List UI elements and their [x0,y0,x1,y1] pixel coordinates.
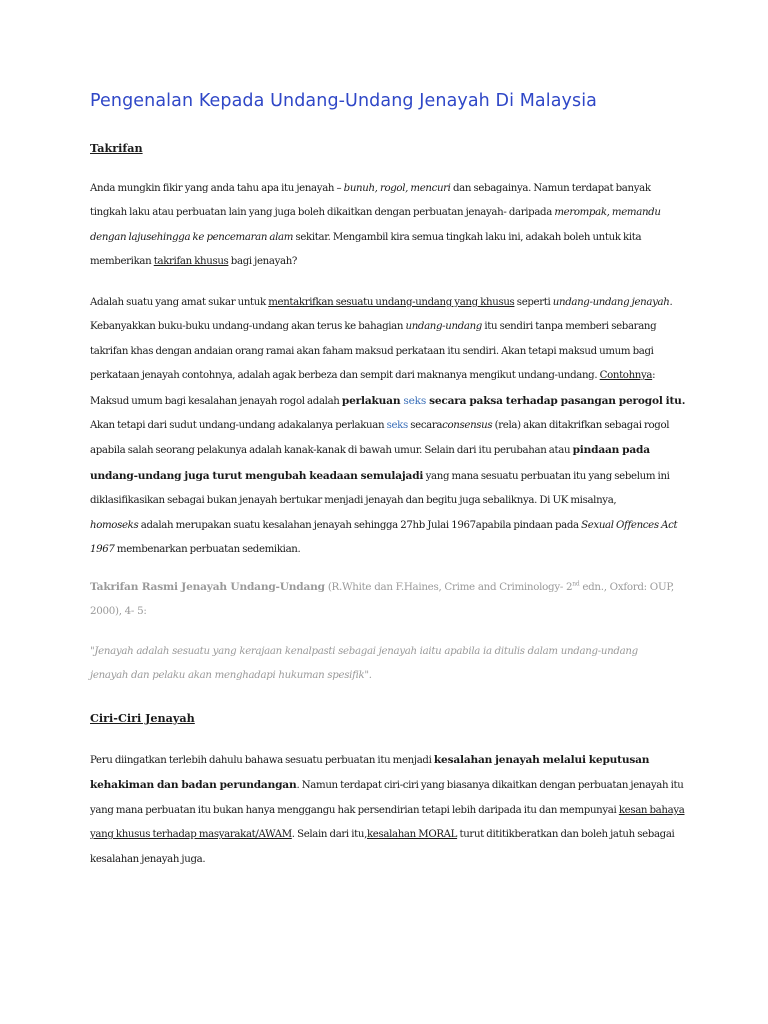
text: turut dititikberatkan dan boleh jatuh sebagai [457,829,675,841]
emphasis: dengan lajusehingga ke [90,231,207,243]
paragraph-characteristics [90,748,685,872]
emphasis: undang-undang jenayah [552,297,670,308]
underlined-text: takrifan khusus [153,256,229,268]
line: "Jenayah adalah sesuatu yang kerajaan kenalpasti sebagai jenayah iaitu apabila ia ditulis dalam undang-undang [90,646,638,657]
text: yang mana sesuatu perbuatan itu yang sebelum ini [423,470,670,482]
line [90,748,680,773]
text: . [669,297,673,308]
text: . Selain dari itu, [291,829,367,841]
text: (R.White dan F.Haines, Crime and Criminology- 2 [324,581,573,593]
page-title: Pengenalan Kepada Undang-Undang Jenayah Di Malaysia [90,91,598,111]
emphasis: homoseks [90,519,139,531]
text: memberikan [90,256,154,268]
section-heading-ciri-ciri: Ciri-Ciri Jenayah [90,711,195,725]
text: : [652,370,656,382]
text: apabila salah seorang pelakunya adalah kanak-kanak di bawah umur. Selain dari itu perubahan atau [90,445,573,457]
bold-text: kehakiman dan badan perundangan [90,779,297,792]
text: dan sebagainya. Namun terdapat banyak [450,183,651,194]
line [90,464,680,489]
line [90,250,680,274]
text: . [681,394,686,407]
line [90,414,680,438]
line [90,226,680,250]
line [90,291,680,315]
text: Peru diingatkan terlebih dahulu bahawa sesuatu perbuatan itu menjadi [90,755,434,766]
underlined-text: kesalahan MORAL [366,829,458,841]
link-seks[interactable]: seks [403,394,427,407]
underlined-text: kesan bahaya [618,804,685,816]
underlined-text: mentakrifkan sesuatu undang-undang yang khusus [268,297,515,308]
line: diklasifikasikan sebagai bukan jenayah bertukar menjadi jenayah dan begitu juga sebaliknya. Di UK misalnya, [90,495,617,507]
text: Kebanyakkan buku-buku undang-undang akan terus ke bahagian [90,321,406,333]
text: tingkah laku atau perbuatan lain yang juga boleh dikaitkan dengan perbuatan jenayah- daripada [90,207,555,219]
bold-text: secara paksa terhadap pasangan perogol itu [426,394,682,407]
line: jenayah dan pelaku akan menghadapi hukuman spesifik". [90,670,372,682]
emphasis: bunuh, rogol, mencuri [343,183,451,194]
bold-text: perlakuan [341,394,404,407]
emphasis: pencemaran alam [206,231,294,243]
text: yang mana perbuatan itu bukan hanya menggangu hak persendirian tetapi lebih daripada itu dan mempunyai [90,804,619,816]
emphasis: merompak, memandu [554,207,661,219]
line [90,201,680,225]
line [90,514,680,538]
text: membenarkan perbuatan sedemikian. [114,544,301,556]
text: edn., Oxford: OUP, [579,581,674,593]
line [90,389,686,414]
official-definition-source [90,575,680,624]
line [90,438,680,463]
text: Anda mungkin fikir yang anda tahu apa itu jenayah – [90,183,344,194]
emphasis: undang-undang [405,321,482,333]
underlined-text: yang khusus terhadap masyarakat/AWAM [90,829,292,841]
underlined-text: Contohnya [599,370,653,382]
text: adalah merupakan suatu kesalahan jenayah sehingga 27hb Julai 1967apabila pindaan pada [138,519,582,531]
text: . Namun terdapat ciri-ciri yang biasanya dikaitkan dengan perbuatan jenayah itu [296,780,684,792]
line: kesalahan jenayah juga. [90,853,206,865]
bold-text: kesalahan jenayah melalui keputusan [433,754,650,766]
text: (rela) akan ditakrifkan sebagai rogol [492,420,670,432]
line [90,364,680,388]
text: secara [407,420,443,432]
bold-text: undang-undang juga turut mengubah keadaan semulajadi [90,469,424,482]
line [90,799,685,823]
superscript: nd [572,580,580,588]
line: takrifan khas dengan andaian orang ramai akan faham maksud perkataan itu sendiri. Akan tetapi maksud umum bagi [90,345,654,357]
text: 2000), 4- 5: [90,605,147,618]
text: Maksud umum bagi kesalahan jenayah rogol adalah [90,395,342,407]
text: sekitar. Mengambil kira semua tingkah laku ini, adakah boleh untuk kita [293,231,642,243]
definition-quote [90,640,680,689]
paragraph-definition [90,291,686,562]
bold-text: pindaan pada [572,444,650,457]
text: Akan tetapi dari sudut undang-undang adakalanya perlakuan [90,420,387,432]
section-heading-takrifan: Takrifan [90,141,143,155]
text: Adalah suatu yang amat sukar untuk [90,297,269,308]
emphasis: Sexual Offences Act [581,519,678,531]
text: itu sendiri tanpa memberi sebarang [481,321,657,333]
emphasis: 1967 [90,544,115,556]
line [90,538,680,562]
line [90,315,680,339]
bold-text: Takrifan Rasmi Jenayah Undang-Undang [90,581,325,593]
text: perkataan jenayah contohnya, adalah agak berbeza dan sempit dari maknanya mengikut undang-undang. [90,370,600,382]
text: seperti [514,297,553,308]
paragraph-intro [90,177,680,275]
line [90,177,680,201]
link-seks[interactable]: seks [386,420,408,432]
text: bagi jenayah? [228,256,298,268]
emphasis: consensus [442,420,493,432]
line [90,823,680,847]
line [90,773,684,798]
